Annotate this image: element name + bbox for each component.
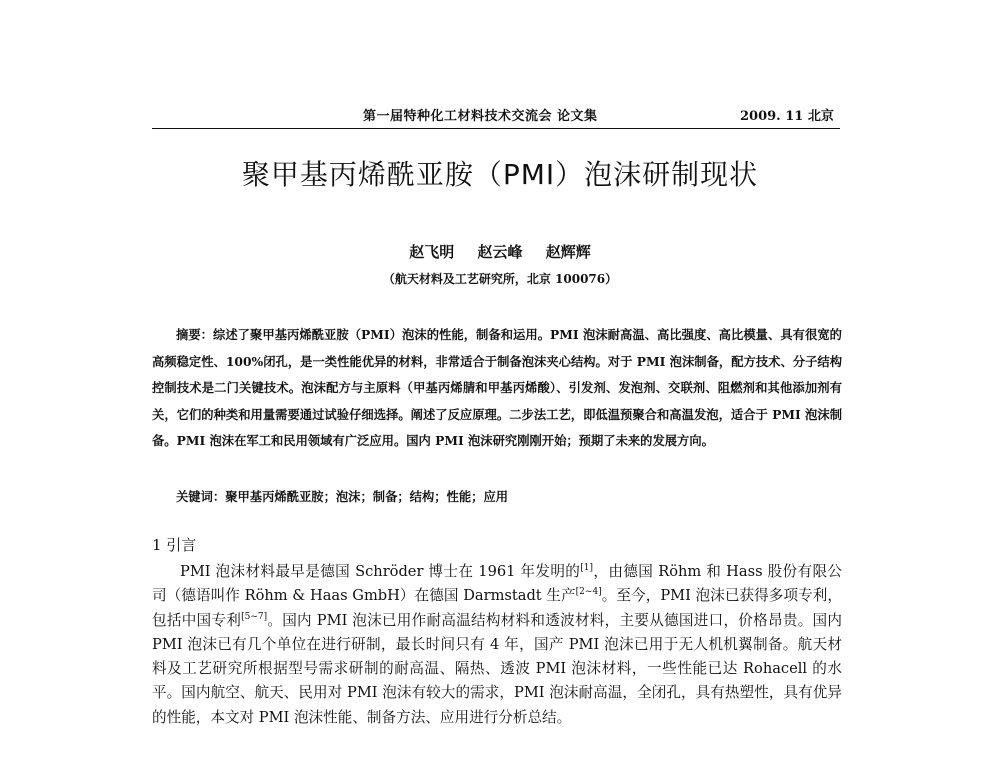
intro-text-3: 。至今，PMI 泡沫已获得多项专利，包括中国专利 <box>152 587 842 629</box>
section-heading: 1 引言 <box>152 536 197 554</box>
paper-affiliation: （航天材料及工艺研究所，北京 100076） <box>382 272 618 286</box>
header-conference: 第一届特种化工材料技术交流会 论文集 <box>363 109 598 124</box>
intro-text-2: ，由德国 Röhm 和 Hass 股份有限公司（德语叫作 Röhm & Haas GmbH）在德国 Darmstadt 生产 <box>152 563 842 605</box>
intro-text-4: 。国内 PMI 泡沫已用作耐高温结构材料和透波材料，主要从德国进口，价格昂贵。国内 PMI 泡沫已有几个单位在进行研制，最长时间只有 4 年，国产 PMI 泡沫已用于无人机机翼制备。航天材料及工艺研究所根据型号需求研制的耐高温、隔热、透波 PMI 泡沫材料，一些性能已达 Rohacell 的水平。国内航空、航天、民用对 PMI 泡沫有较大的需求，PMI 泡沫耐高温，全闭孔，具有热塑性，具有优异的性能，本文对 PMI 泡沫性能、制备方法、应用进行分析总结。 <box>152 611 842 726</box>
citation-3: [5~7] <box>241 611 268 622</box>
citation-2: [2~4] <box>575 587 602 598</box>
keywords-label: 关键词： <box>176 489 226 504</box>
keywords <box>176 487 508 505</box>
paper-authors: 赵飞明 赵云峰 赵辉辉 <box>409 243 591 261</box>
intro-paragraph <box>152 560 842 730</box>
abstract-text: 综述了聚甲基丙烯酰亚胺（PMI）泡沫的性能，制备和运用。PMI 泡沫耐高温、高比强度、高比模量、具有很宽的高频稳定性、100%闭孔，是一类性能优异的材料，非常适合于制备泡沫夹心结构。对于 PMI 泡沫制备，配方技术、分子结构控制技术是二门关键技术。泡沫配方与主原料（甲基丙烯腈和甲基丙烯酸）、引发剂、发泡剂、交联剂、阻燃剂和其他添加剂有关，它们的种类和用量需要通过试验仔细选择。阐述了反应原理。二步法工艺，即低温预聚合和高温发泡，适合于 PMI 泡沫制备。PMI 泡沫在军工和民用领域有广泛应用。国内 PMI 泡沫研究刚刚开始；预期了未来的发展方向。 <box>152 327 842 449</box>
keywords-text: 聚甲基丙烯酰亚胺；泡沫；制备；结构；性能；应用 <box>225 489 509 504</box>
abstract <box>152 322 842 455</box>
paper-title: 聚甲基丙烯酰亚胺（PMI）泡沫研制现状 <box>241 158 759 191</box>
citation-1: [1] <box>580 563 594 574</box>
intro-text-1: PMI 泡沫材料最早是德国 Schröder 博士在 1961 年发明的 <box>180 563 581 580</box>
header-date-place: 2009. 11 北京 <box>740 109 834 124</box>
abstract-label: 摘要： <box>176 327 214 342</box>
